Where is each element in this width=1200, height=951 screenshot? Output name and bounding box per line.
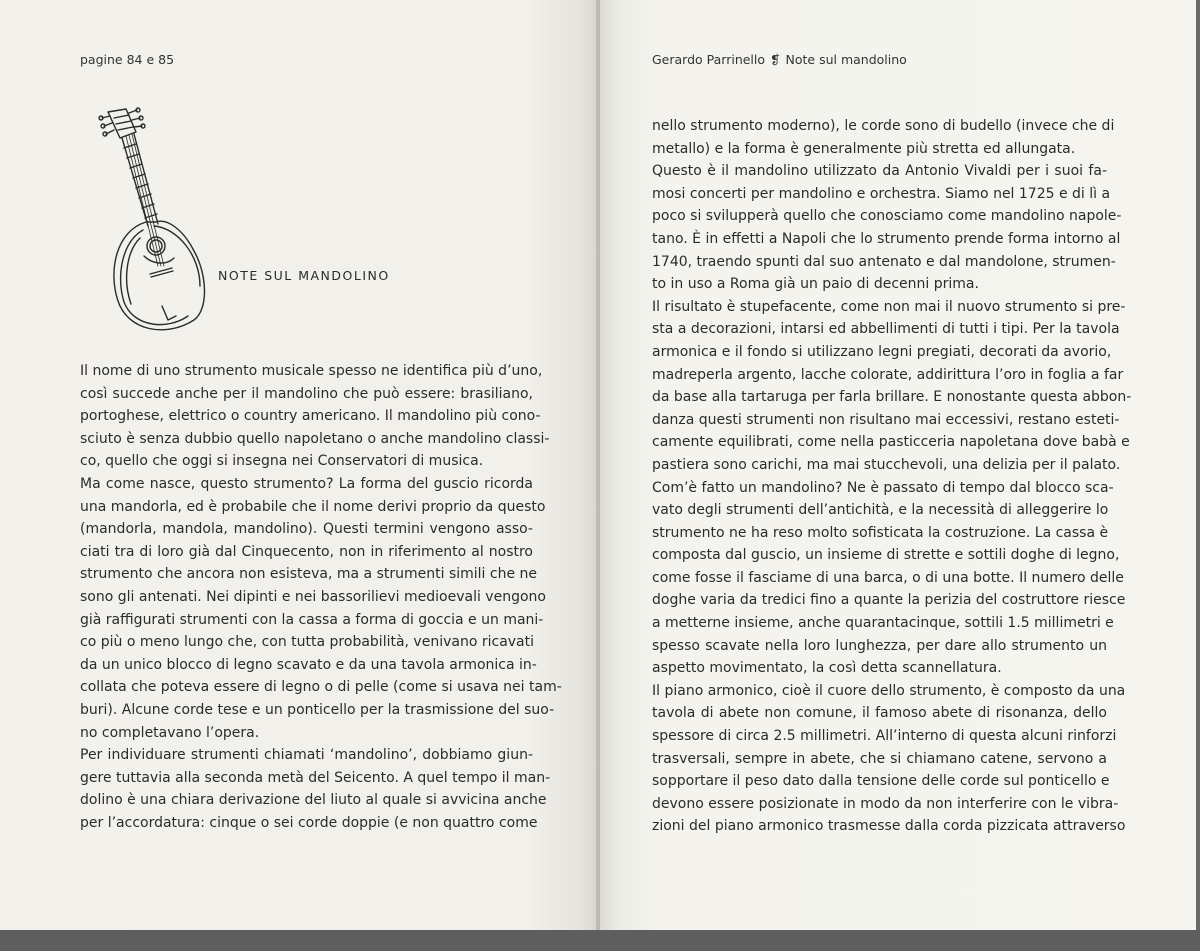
text-line: Questo è il mandolino utilizzato da Antonio Vivaldi per i suoi fa-	[652, 163, 1107, 180]
text-line: composta dal guscio, un insieme di strette e sottili doghe di legno,	[652, 547, 1120, 564]
text-line: spessore di circa 2.5 millimetri. All’interno di questa alcuni rinforzi	[652, 728, 1117, 745]
text-line: sono gli antenati. Nei dipinti e nei bassorilievi medioevali vengono	[80, 588, 546, 605]
text-line: da base alla tartaruga per farla brillare. E nonostante questa abbon-	[652, 389, 1132, 406]
text-line: vato degli strumenti dell’antichità, e la necessità di alleggerire lo	[652, 502, 1109, 519]
text-line: mosi concerti per mandolino e orchestra. Siamo nel 1725 e di lì a	[652, 185, 1111, 202]
text-line: pastiera sono carichi, ma mai stucchevoli, una delizia per il palato.	[652, 456, 1121, 473]
text-line: (mandorla, mandola, mandolino). Questi termini vengono asso-	[80, 521, 533, 538]
right-body-text	[652, 115, 1132, 838]
text-line: no completavano l’opera.	[80, 724, 260, 741]
text-line: portoghese, elettrico o country americano. Il mandolino più cono-	[80, 408, 541, 425]
text-line: 1740, traendo spunti dal suo antenato e dal mandolone, strumen-	[652, 253, 1116, 270]
left-page	[0, 0, 598, 951]
text-line: co più o meno lungo che, con tutta probabilità, venivano ricavati	[80, 634, 535, 651]
text-line: a metterne insieme, anche quarantacinque, sottili 1.5 millimetri e	[652, 615, 1114, 632]
text-line: sopportare il peso dato dalla tensione delle corde sul ponticello e	[652, 773, 1110, 790]
chapter-title: NOTE SUL MANDOLINO	[218, 268, 390, 283]
text-line: devono essere posizionate in modo da non interferire con le vibra-	[652, 795, 1119, 812]
text-line: buri). Alcune corde tese e un ponticello per la trasmissione del suo-	[80, 701, 555, 718]
text-line: zioni del piano armonico trasmesse dalla corda pizzicata attraverso	[652, 818, 1126, 835]
text-line: ciati tra di loro già dal Cinquecento, non in riferimento al nostro	[80, 543, 533, 560]
text-line: co, quello che oggi si insegna nei Conservatori di musica.	[80, 453, 484, 470]
text-line: già raffigurati strumenti con la cassa a forma di goccia e un mani-	[80, 611, 544, 628]
text-line: tano. È in effetti a Napoli che lo strumento prende forma intorno al	[652, 230, 1121, 247]
text-line: camente equilibrati, come nella pasticceria napoletana dove babà e	[652, 434, 1130, 451]
text-line: tavola di abete non comune, il famoso abete di risonanza, dello	[652, 705, 1107, 722]
text-line: armonica e il fondo si utilizzano legni pregiati, decorati da avorio,	[652, 343, 1112, 360]
text-line: come fosse il fasciame di una barca, o di una botte. Il numero delle	[652, 569, 1124, 586]
text-line: strumento ne ha reso molto sofisticata la costruzione. La cassa è	[652, 524, 1109, 541]
running-head-right	[652, 52, 907, 67]
text-line: trasversali, sempre in abete, che si chiamano catene, servono a	[652, 750, 1107, 767]
text-line: Il piano armonico, cioè il cuore dello strumento, è composto da una	[652, 682, 1126, 699]
text-line: così succede anche per il mandolino che può essere: brasiliano,	[80, 385, 533, 402]
left-body-text	[80, 360, 562, 834]
text-line: madreperla argento, lacche colorate, addirittura l’oro in foglia a far	[652, 366, 1124, 383]
text-line: metallo) e la forma è generalmente più stretta ed allungata.	[652, 140, 1076, 157]
text-line: sciuto è senza dubbio quello napoletano o anche mandolino classi-	[80, 430, 550, 447]
text-line: nello strumento moderno), le corde sono di budello (invece che di	[652, 118, 1115, 134]
text-line: Per individuare strumenti chiamati ‘mandolino’, dobbiamo giun-	[80, 747, 533, 764]
text-line: collata che poteva essere di legno o di pelle (come si usava nei tam-	[80, 679, 562, 696]
text-line: to in uso a Roma già un paio di decenni prima.	[652, 276, 979, 293]
text-line: spesso scavate nella loro lunghezza, per dare allo strumento un	[652, 637, 1107, 654]
text-line: una mandorla, ed è probabile che il nome derivi proprio da questo	[80, 498, 546, 515]
text-line: Il nome di uno strumento musicale spesso ne identifica più d’uno,	[80, 363, 543, 379]
text-line: strumento che ancora non esisteva, ma a strumenti simili che ne	[80, 566, 538, 583]
text-line: danza questi strumenti non risultano mai eccessivi, restano esteti-	[652, 411, 1120, 428]
text-line: poco si svilupperà quello che conosciamo come mandolino napole-	[652, 208, 1122, 225]
text-line: sta a decorazioni, intarsi ed abbellimenti di tutti i tipi. Per la tavola	[652, 321, 1120, 338]
text-line: Il risultato è stupefacente, come non mai il nuovo strumento si pre-	[652, 298, 1126, 315]
text-line: gere tuttavia alla seconda metà del Seicento. A quel tempo il man-	[80, 769, 551, 786]
pilcrow-icon: ❡	[770, 52, 781, 67]
running-head-left: pagine 84 e 85	[80, 52, 175, 67]
right-page	[600, 0, 1196, 951]
page-edge-right	[1196, 0, 1200, 951]
running-head-author: Gerardo Parrinello	[652, 52, 766, 67]
page-edge-bottom	[0, 930, 1200, 951]
running-head-title: Note sul mandolino	[785, 52, 907, 67]
text-line: aspetto movimentato, la così detta scannellatura.	[652, 660, 1002, 677]
text-line: dolino è una chiara derivazione del liuto al quale si avvicina anche	[80, 792, 547, 809]
text-line: doghe varia da tredici fino a quante la perizia del costruttore riesce	[652, 592, 1126, 609]
text-line: per l’accordatura: cinque o sei corde doppie (e non quattro come	[80, 814, 538, 831]
text-line: Com’è fatto un mandolino? Ne è passato di tempo dal blocco sca-	[652, 479, 1114, 496]
mandolin-illustration-icon	[96, 106, 216, 338]
text-line: da un unico blocco di legno scavato e da una tavola armonica in-	[80, 656, 537, 673]
text-line: Ma come nasce, questo strumento? La forma del guscio ricorda	[80, 475, 533, 492]
